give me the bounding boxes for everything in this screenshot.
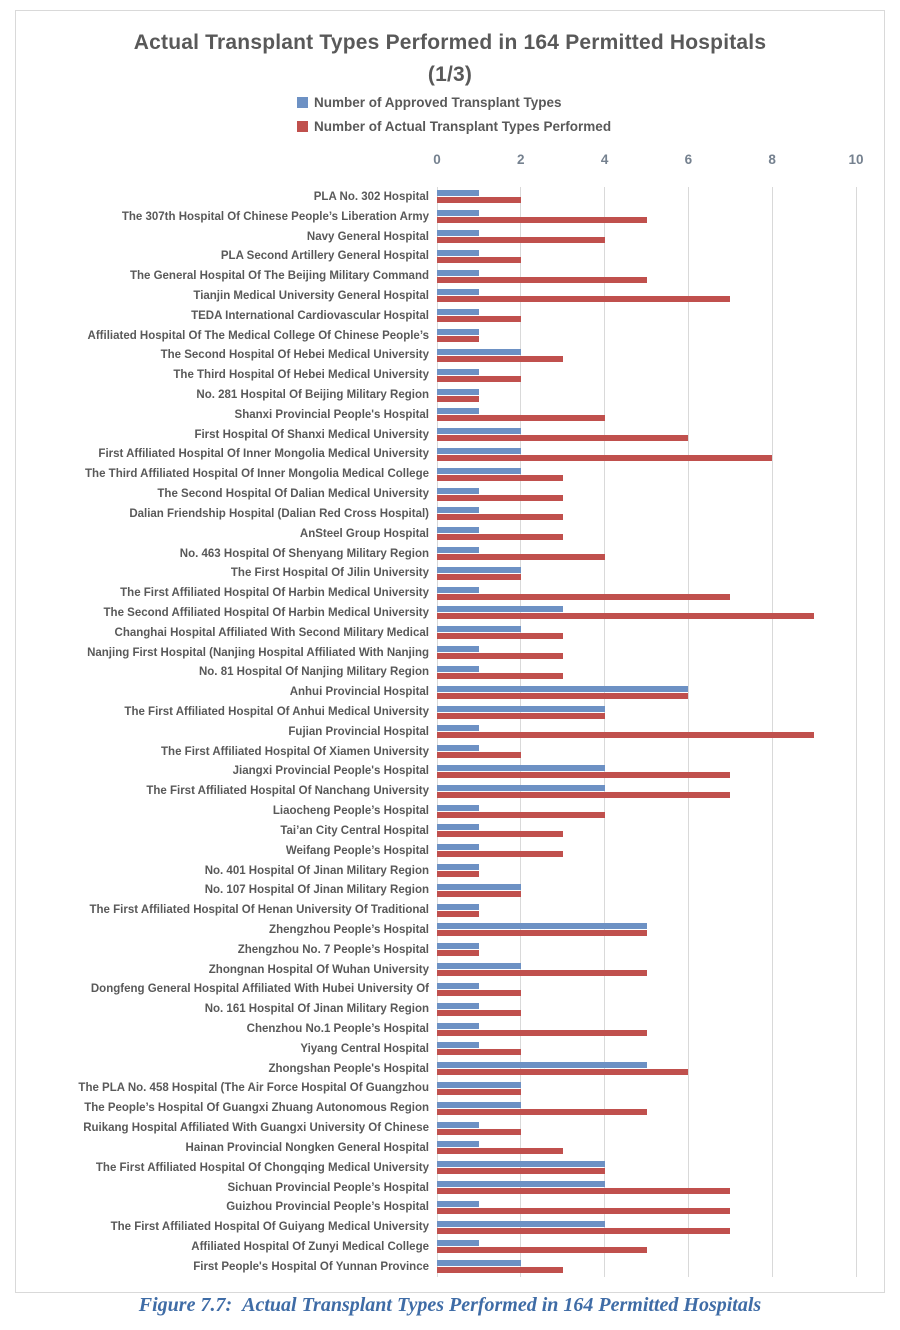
category-label: No. 161 Hospital Of Jinan Military Region bbox=[204, 1003, 429, 1016]
category-label: Hainan Provincial Nongken General Hospital bbox=[185, 1141, 429, 1154]
actual-bar bbox=[437, 812, 605, 818]
x-axis-tick-label: 0 bbox=[433, 152, 441, 167]
bar-group bbox=[437, 445, 856, 465]
category-label: TEDA International Cardiovascular Hospital bbox=[191, 309, 429, 322]
actual-bar bbox=[437, 871, 479, 877]
bar-group bbox=[437, 1138, 856, 1158]
bar-group bbox=[437, 702, 856, 722]
actual-bar bbox=[437, 495, 563, 501]
approved-series-swatch-icon bbox=[297, 97, 308, 108]
chart-row bbox=[16, 663, 884, 683]
actual-bar bbox=[437, 673, 563, 679]
bar-group bbox=[437, 722, 856, 742]
category-label: The First Hospital Of Jilin University bbox=[230, 567, 429, 580]
chart-row bbox=[16, 1237, 884, 1257]
bar-group bbox=[437, 781, 856, 801]
chart-row bbox=[16, 326, 884, 346]
actual-bar bbox=[437, 990, 521, 996]
actual-bar bbox=[437, 554, 605, 560]
chart-row bbox=[16, 464, 884, 484]
bar-group bbox=[437, 663, 856, 683]
actual-bar bbox=[437, 1168, 605, 1174]
legend-item-approved bbox=[297, 95, 611, 110]
category-label: Affiliated Hospital Of Zunyi Medical College bbox=[191, 1240, 429, 1253]
approved-bar bbox=[437, 1102, 521, 1108]
approved-bar bbox=[437, 289, 479, 295]
legend-label: Number of Actual Transplant Types Performed bbox=[314, 119, 612, 134]
approved-bar bbox=[437, 1122, 479, 1128]
chart-row bbox=[16, 880, 884, 900]
bar-group bbox=[437, 306, 856, 326]
bar-group bbox=[437, 980, 856, 1000]
chart-row bbox=[16, 643, 884, 663]
chart-row bbox=[16, 246, 884, 266]
chart-row bbox=[16, 484, 884, 504]
actual-bar bbox=[437, 752, 521, 758]
chart-row bbox=[16, 1079, 884, 1099]
approved-bar bbox=[437, 567, 521, 573]
actual-bar bbox=[437, 792, 730, 798]
chart-row bbox=[16, 365, 884, 385]
chart-row bbox=[16, 999, 884, 1019]
chart-row bbox=[16, 603, 884, 623]
chart-row bbox=[16, 900, 884, 920]
legend-item-actual bbox=[297, 119, 611, 134]
category-label: Tianjin Medical University General Hospital bbox=[193, 289, 429, 302]
chart-row bbox=[16, 1257, 884, 1277]
actual-bar bbox=[437, 514, 563, 520]
approved-bar bbox=[437, 844, 479, 850]
approved-bar bbox=[437, 547, 479, 553]
bar-group bbox=[437, 1237, 856, 1257]
approved-bar bbox=[437, 1240, 479, 1246]
actual-bar bbox=[437, 534, 563, 540]
figure-number: Figure 7.7: bbox=[138, 1294, 233, 1316]
bar-group bbox=[437, 266, 856, 286]
bar-group bbox=[437, 563, 856, 583]
chart-row bbox=[16, 960, 884, 980]
actual-bar bbox=[437, 1148, 563, 1154]
bar-group bbox=[437, 801, 856, 821]
approved-bar bbox=[437, 923, 647, 929]
actual-bar bbox=[437, 356, 563, 362]
approved-bar bbox=[437, 428, 521, 434]
bar-group bbox=[437, 841, 856, 861]
actual-bar bbox=[437, 831, 563, 837]
approved-bar bbox=[437, 706, 605, 712]
actual-bar bbox=[437, 1010, 521, 1016]
bar-group bbox=[437, 484, 856, 504]
chart-row bbox=[16, 266, 884, 286]
actual-bar bbox=[437, 237, 605, 243]
chart-row bbox=[16, 227, 884, 247]
approved-bar bbox=[437, 904, 479, 910]
chart-row bbox=[16, 1158, 884, 1178]
category-label: Dalian Friendship Hospital (Dalian Red Cross Hospital) bbox=[129, 507, 429, 520]
approved-bar bbox=[437, 507, 479, 513]
category-label: The People’s Hospital Of Guangxi Zhuang Autonomous Region bbox=[84, 1102, 429, 1115]
actual-bar bbox=[437, 257, 521, 263]
x-axis-tick-label: 4 bbox=[600, 152, 609, 167]
chart-row bbox=[16, 781, 884, 801]
chart-row bbox=[16, 405, 884, 425]
chart-row bbox=[16, 682, 884, 702]
chart-row bbox=[16, 504, 884, 524]
category-label: The First Affiliated Hospital Of Henan University Of Traditional bbox=[89, 904, 429, 917]
actual-bar bbox=[437, 475, 563, 481]
approved-bar bbox=[437, 1221, 605, 1227]
actual-bar bbox=[437, 277, 647, 283]
chart-row bbox=[16, 563, 884, 583]
bar-group bbox=[437, 544, 856, 564]
chart-row bbox=[16, 940, 884, 960]
actual-bar bbox=[437, 1109, 647, 1115]
approved-bar bbox=[437, 805, 479, 811]
category-label: Sichuan Provincial People’s Hospital bbox=[227, 1181, 429, 1194]
category-label: Dongfeng General Hospital Affiliated With Hubei University Of bbox=[90, 983, 429, 996]
bar-group bbox=[437, 762, 856, 782]
chart-row bbox=[16, 544, 884, 564]
category-label: The First Affiliated Hospital Of Nanchang University bbox=[146, 785, 429, 798]
category-label: Zhengzhou People’s Hospital bbox=[269, 923, 429, 936]
category-label: The Third Affiliated Hospital Of Inner Mongolia Medical College bbox=[85, 468, 429, 481]
approved-bar bbox=[437, 389, 479, 395]
x-axis bbox=[433, 152, 864, 170]
approved-bar bbox=[437, 190, 479, 196]
approved-bar bbox=[437, 1141, 479, 1147]
approved-bar bbox=[437, 349, 521, 355]
chart-row bbox=[16, 1019, 884, 1039]
chart-row bbox=[16, 385, 884, 405]
actual-bar bbox=[437, 950, 479, 956]
approved-bar bbox=[437, 983, 479, 989]
chart-row bbox=[16, 722, 884, 742]
approved-bar bbox=[437, 765, 605, 771]
bar-group bbox=[437, 326, 856, 346]
bar-group bbox=[437, 346, 856, 366]
approved-bar bbox=[437, 468, 521, 474]
chart-row bbox=[16, 583, 884, 603]
approved-bar bbox=[437, 1062, 647, 1068]
actual-bar bbox=[437, 415, 605, 421]
approved-bar bbox=[437, 488, 479, 494]
approved-bar bbox=[437, 309, 479, 315]
bar-group bbox=[437, 1079, 856, 1099]
approved-bar bbox=[437, 824, 479, 830]
actual-bar bbox=[437, 435, 688, 441]
bar-group bbox=[437, 504, 856, 524]
bar-group bbox=[437, 861, 856, 881]
bar-group bbox=[437, 1118, 856, 1138]
bar-group bbox=[437, 464, 856, 484]
category-label: Navy General Hospital bbox=[306, 230, 429, 243]
actual-bar bbox=[437, 1030, 647, 1036]
chart-row bbox=[16, 861, 884, 881]
approved-bar bbox=[437, 1201, 479, 1207]
actual-bar bbox=[437, 296, 730, 302]
bar-group bbox=[437, 1039, 856, 1059]
chart-row bbox=[16, 623, 884, 643]
bar-group bbox=[437, 940, 856, 960]
actual-bar bbox=[437, 1069, 688, 1075]
actual-bar bbox=[437, 693, 688, 699]
actual-bar bbox=[437, 851, 563, 857]
bar-group bbox=[437, 603, 856, 623]
approved-bar bbox=[437, 448, 521, 454]
approved-bar bbox=[437, 1023, 479, 1029]
approved-bar bbox=[437, 864, 479, 870]
bar-group bbox=[437, 1197, 856, 1217]
chart-row bbox=[16, 187, 884, 207]
actual-bar bbox=[437, 1208, 730, 1214]
bar-group bbox=[437, 524, 856, 544]
bar-group bbox=[437, 999, 856, 1019]
actual-series-swatch-icon bbox=[297, 121, 308, 132]
actual-bar bbox=[437, 594, 730, 600]
chart-row bbox=[16, 980, 884, 1000]
approved-bar bbox=[437, 250, 479, 256]
actual-bar bbox=[437, 732, 814, 738]
category-label: The PLA No. 458 Hospital (The Air Force Hospital Of Guangzhou bbox=[78, 1082, 429, 1095]
approved-bar bbox=[437, 1042, 479, 1048]
category-label: First Affiliated Hospital Of Inner Mongolia Medical University bbox=[98, 448, 429, 461]
bar-group bbox=[437, 1019, 856, 1039]
approved-bar bbox=[437, 626, 521, 632]
actual-bar bbox=[437, 1049, 521, 1055]
legend bbox=[297, 95, 611, 134]
actual-bar bbox=[437, 455, 772, 461]
category-label: The General Hospital Of The Beijing Military Command bbox=[129, 270, 429, 283]
category-label: Ruikang Hospital Affiliated With Guangxi University Of Chinese bbox=[83, 1122, 429, 1135]
chart-row bbox=[16, 425, 884, 445]
chart-row bbox=[16, 346, 884, 366]
actual-bar bbox=[437, 970, 647, 976]
chart-row bbox=[16, 920, 884, 940]
category-label: First Hospital Of Shanxi Medical University bbox=[194, 428, 429, 441]
bar-group bbox=[437, 880, 856, 900]
chart-row bbox=[16, 801, 884, 821]
bar-group bbox=[437, 227, 856, 247]
category-label: The First Affiliated Hospital Of Chongqing Medical University bbox=[95, 1161, 429, 1174]
chart-row bbox=[16, 207, 884, 227]
category-label: Guizhou Provincial People’s Hospital bbox=[226, 1201, 429, 1214]
figure-caption-text: Actual Transplant Types Performed in 164 Permitted Hospitals bbox=[242, 1294, 762, 1316]
actual-bar bbox=[437, 336, 479, 342]
figure-caption bbox=[0, 1294, 900, 1317]
category-label: Nanjing First Hospital (Nanjing Hospital Affiliated With Nanjing bbox=[87, 646, 429, 659]
bar-group bbox=[437, 1257, 856, 1277]
bar-group bbox=[437, 960, 856, 980]
bar-group bbox=[437, 365, 856, 385]
category-label: Yiyang Central Hospital bbox=[300, 1042, 429, 1055]
approved-bar bbox=[437, 1260, 521, 1266]
category-label: Tai’an City Central Hospital bbox=[280, 824, 429, 837]
chart-figure bbox=[15, 10, 885, 1293]
actual-bar bbox=[437, 911, 479, 917]
bar-group bbox=[437, 246, 856, 266]
category-label: Zhongnan Hospital Of Wuhan University bbox=[208, 963, 429, 976]
category-label: Anhui Provincial Hospital bbox=[289, 686, 429, 699]
category-label: The First Affiliated Hospital Of Guiyang Medical University bbox=[110, 1221, 429, 1234]
bar-group bbox=[437, 385, 856, 405]
actual-bar bbox=[437, 891, 521, 897]
category-label: No. 107 Hospital Of Jinan Military Region bbox=[204, 884, 429, 897]
approved-bar bbox=[437, 646, 479, 652]
x-axis-tick-label: 6 bbox=[684, 152, 693, 167]
approved-bar bbox=[437, 666, 479, 672]
chart-row bbox=[16, 306, 884, 326]
bar-group bbox=[437, 207, 856, 227]
bar-group bbox=[437, 900, 856, 920]
approved-bar bbox=[437, 943, 479, 949]
category-label: Weifang People’s Hospital bbox=[285, 844, 429, 857]
approved-bar bbox=[437, 1161, 605, 1167]
approved-bar bbox=[437, 606, 563, 612]
actual-bar bbox=[437, 376, 521, 382]
legend-label: Number of Approved Transplant Types bbox=[314, 95, 562, 110]
x-axis-tick-label: 8 bbox=[768, 152, 776, 167]
approved-bar bbox=[437, 686, 688, 692]
bar-group bbox=[437, 1217, 856, 1237]
category-label: The Second Affiliated Hospital Of Harbin Medical University bbox=[103, 606, 429, 619]
chart-row bbox=[16, 445, 884, 465]
bar-group bbox=[437, 623, 856, 643]
category-label: AnSteel Group Hospital bbox=[299, 527, 429, 540]
category-label: The First Affiliated Hospital Of Anhui Medical University bbox=[124, 706, 429, 719]
bar-group bbox=[437, 682, 856, 702]
actual-bar bbox=[437, 713, 605, 719]
bar-group bbox=[437, 425, 856, 445]
chart-row bbox=[16, 524, 884, 544]
approved-bar bbox=[437, 210, 479, 216]
chart-row bbox=[16, 762, 884, 782]
category-label: Zhongshan People's Hospital bbox=[268, 1062, 429, 1075]
category-label: First People's Hospital Of Yunnan Province bbox=[193, 1260, 429, 1273]
bar-group bbox=[437, 1098, 856, 1118]
category-label: The Third Hospital Of Hebei Medical University bbox=[173, 369, 429, 382]
approved-bar bbox=[437, 745, 479, 751]
bar-group bbox=[437, 187, 856, 207]
category-label: The First Affiliated Hospital Of Harbin Medical University bbox=[120, 587, 429, 600]
approved-bar bbox=[437, 408, 479, 414]
bar-group bbox=[437, 1059, 856, 1079]
chart-row bbox=[16, 742, 884, 762]
x-axis-tick-label: 2 bbox=[517, 152, 525, 167]
x-axis-tick-label: 10 bbox=[848, 152, 864, 167]
category-label: Jiangxi Provincial People's Hospital bbox=[232, 765, 429, 778]
approved-bar bbox=[437, 1082, 521, 1088]
chart-row bbox=[16, 1217, 884, 1237]
chart-row bbox=[16, 286, 884, 306]
approved-bar bbox=[437, 1181, 605, 1187]
category-label: No. 81 Hospital Of Nanjing Military Region bbox=[198, 666, 429, 679]
actual-bar bbox=[437, 396, 479, 402]
bar-group bbox=[437, 920, 856, 940]
chart-subtitle: (1/3) bbox=[427, 63, 473, 86]
approved-bar bbox=[437, 587, 479, 593]
actual-bar bbox=[437, 197, 521, 203]
category-label: The Second Hospital Of Dalian Medical University bbox=[157, 488, 429, 501]
category-label: Changhai Hospital Affiliated With Second Military Medical bbox=[114, 626, 429, 639]
category-label: PLA No. 302 Hospital bbox=[313, 190, 429, 203]
approved-bar bbox=[437, 329, 479, 335]
chart-row bbox=[16, 1059, 884, 1079]
approved-bar bbox=[437, 963, 521, 969]
bar-group bbox=[437, 286, 856, 306]
category-label: Shanxi Provincial People's Hospital bbox=[234, 408, 429, 421]
actual-bar bbox=[437, 613, 814, 619]
chart-row bbox=[16, 1138, 884, 1158]
chart-title: Actual Transplant Types Performed in 164 Permitted Hospitals bbox=[133, 31, 767, 54]
actual-bar bbox=[437, 217, 647, 223]
category-label: Fujian Provincial Hospital bbox=[288, 725, 429, 738]
actual-bar bbox=[437, 316, 521, 322]
chart-row bbox=[16, 1098, 884, 1118]
approved-bar bbox=[437, 725, 479, 731]
bar-group bbox=[437, 742, 856, 762]
chart-row bbox=[16, 1197, 884, 1217]
bar-group bbox=[437, 1158, 856, 1178]
category-label: Liaocheng People’s Hospital bbox=[272, 805, 429, 818]
actual-bar bbox=[437, 653, 563, 659]
chart-row bbox=[16, 841, 884, 861]
approved-bar bbox=[437, 230, 479, 236]
category-label: No. 401 Hospital Of Jinan Military Region bbox=[204, 864, 429, 877]
actual-bar bbox=[437, 930, 647, 936]
actual-bar bbox=[437, 1188, 730, 1194]
category-label: PLA Second Artillery General Hospital bbox=[220, 250, 429, 263]
actual-bar bbox=[437, 1129, 521, 1135]
approved-bar bbox=[437, 270, 479, 276]
actual-bar bbox=[437, 1089, 521, 1095]
bar-group bbox=[437, 405, 856, 425]
approved-bar bbox=[437, 369, 479, 375]
actual-bar bbox=[437, 1228, 730, 1234]
bar-group bbox=[437, 821, 856, 841]
category-label: The 307th Hospital Of Chinese People’s Liberation Army bbox=[121, 210, 429, 223]
category-label: Zhengzhou No. 7 People’s Hospital bbox=[237, 943, 429, 956]
chart-row bbox=[16, 821, 884, 841]
category-label: No. 463 Hospital Of Shenyang Military Region bbox=[179, 547, 429, 560]
bar-rows bbox=[16, 187, 884, 1277]
actual-bar bbox=[437, 574, 521, 580]
category-label: The First Affiliated Hospital Of Xiamen University bbox=[161, 745, 429, 758]
category-label: Affiliated Hospital Of The Medical College Of Chinese People’s bbox=[87, 329, 429, 342]
chart-row bbox=[16, 702, 884, 722]
bar-group bbox=[437, 643, 856, 663]
chart-row bbox=[16, 1178, 884, 1198]
category-label: No. 281 Hospital Of Beijing Military Region bbox=[196, 389, 429, 402]
plot-area bbox=[16, 187, 884, 1277]
actual-bar bbox=[437, 1247, 647, 1253]
approved-bar bbox=[437, 527, 479, 533]
actual-bar bbox=[437, 633, 563, 639]
bar-group bbox=[437, 583, 856, 603]
approved-bar bbox=[437, 1003, 479, 1009]
bar-group bbox=[437, 1178, 856, 1198]
actual-bar bbox=[437, 1267, 563, 1273]
approved-bar bbox=[437, 884, 521, 890]
chart-row bbox=[16, 1118, 884, 1138]
actual-bar bbox=[437, 772, 730, 778]
approved-bar bbox=[437, 785, 605, 791]
chart-row bbox=[16, 1039, 884, 1059]
category-label: Chenzhou No.1 People’s Hospital bbox=[246, 1023, 429, 1036]
category-label: The Second Hospital Of Hebei Medical University bbox=[160, 349, 429, 362]
